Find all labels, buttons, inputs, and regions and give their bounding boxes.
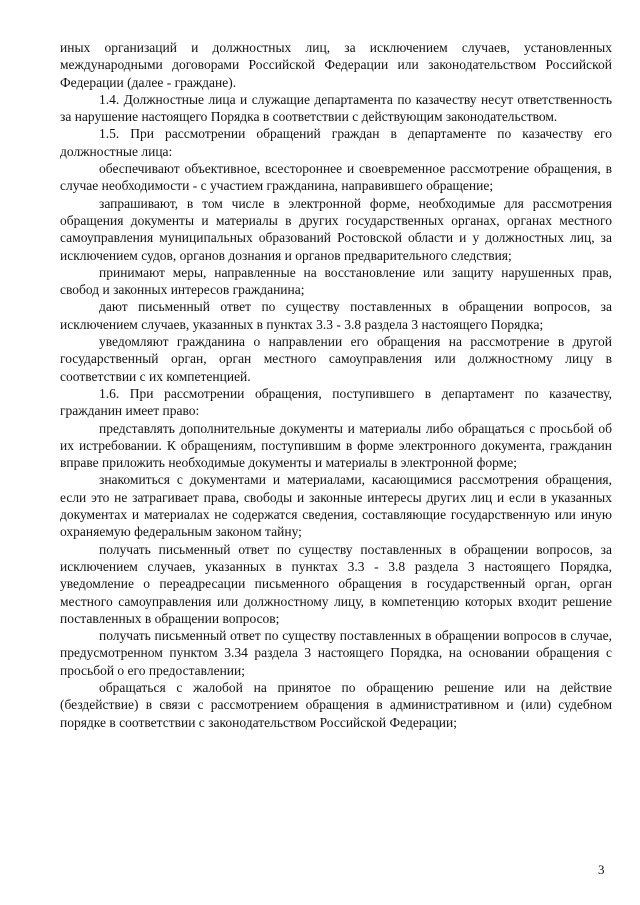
document-body [60,39,612,731]
paragraph-3: 1.5. При рассмотрении обращений граждан в департаменте по казачеству его должностные лица: [60,126,612,159]
paragraph-12: получать письменный ответ по существу поставленных в обращении вопросов, за исключением случаев, указанных в пунктах 3.3 - 3.8 раздела 3 настоящего Порядка, уведомление о переадресации письменного обращения в государственный орган, орган местного самоуправления или должностному лицу, в компетенцию которых входит решение поставленных в обращении вопросов; [60,541,612,626]
paragraph-5: запрашивают, в том числе в электронной форме, необходимые для рассмотрения обращения документы и материалы в других государственных органах, органах местного самоуправления муниципальных образований Ростовской области и у должностных лиц, за исключением судов, органов дознания и органов предварительного следствия; [60,195,612,263]
paragraph-10: представлять дополнительные документы и материалы либо обращаться с просьбой об их истребовании. К обращениям, поступившим в форме электронного документа, гражданин вправе приложить необходимые документы и материалы в электронной форме; [60,420,612,471]
paragraph-8: уведомляют гражданина о направлении его обращения на рассмотрение в другой государственный орган, орган местного самоуправления или должностному лицу в соответствии с их компетенцией. [60,334,612,384]
paragraph-1: иных организаций и должностных лиц, за исключением случаев, установленных международными договорами Российской Федерации или законодательством Российской Федерации (далее - граждане). [60,40,612,90]
paragraph-4: обеспечивают объективное, всестороннее и своевременное рассмотрение обращения, в случае необходимости - с участием гражданина, направившего обращение; [60,161,612,194]
page-number: 3 [598,862,605,877]
paragraph-7: дают письменный ответ по существу поставленных в обращении вопросов, за исключением случаев, указанных в пунктах 3.3 - 3.8 раздела 3 настоящего Порядка; [60,299,612,332]
paragraph-11: знакомиться с документами и материалами, касающимися рассмотрения обращения, если это не затрагивает права, свободы и законные интересы других лиц и если в указанных документах и материалах не содержатся сведения, составляющие государственную или иную охраняемую федеральным законом тайну; [60,472,612,540]
paragraph-2: 1.4. Должностные лица и служащие департамента по казачеству несут ответственность за нарушение настоящего Порядка в соответствии с действующим законодательством. [60,91,612,125]
paragraph-9: 1.6. При рассмотрении обращения, поступившего в департамент по казачеству, гражданин имеет право: [60,385,612,419]
paragraph-13: получать письменный ответ по существу поставленных в обращении вопросов в случае, предусмотренном пунктом 3.34 раздела 3 настоящего Порядка, на основании обращения с просьбой о его предоставлении; [60,628,612,678]
paragraph-6: принимают меры, направленные на восстановление или защиту нарушенных прав, свобод и законных интересов гражданина; [60,264,612,298]
paragraph-14: обращаться с жалобой на принятое по обращению решение или на действие (бездействие) в связи с рассмотрением обращения в административном и (или) судебном порядке в соответствии с законодательством Российской Федерации; [60,679,612,730]
